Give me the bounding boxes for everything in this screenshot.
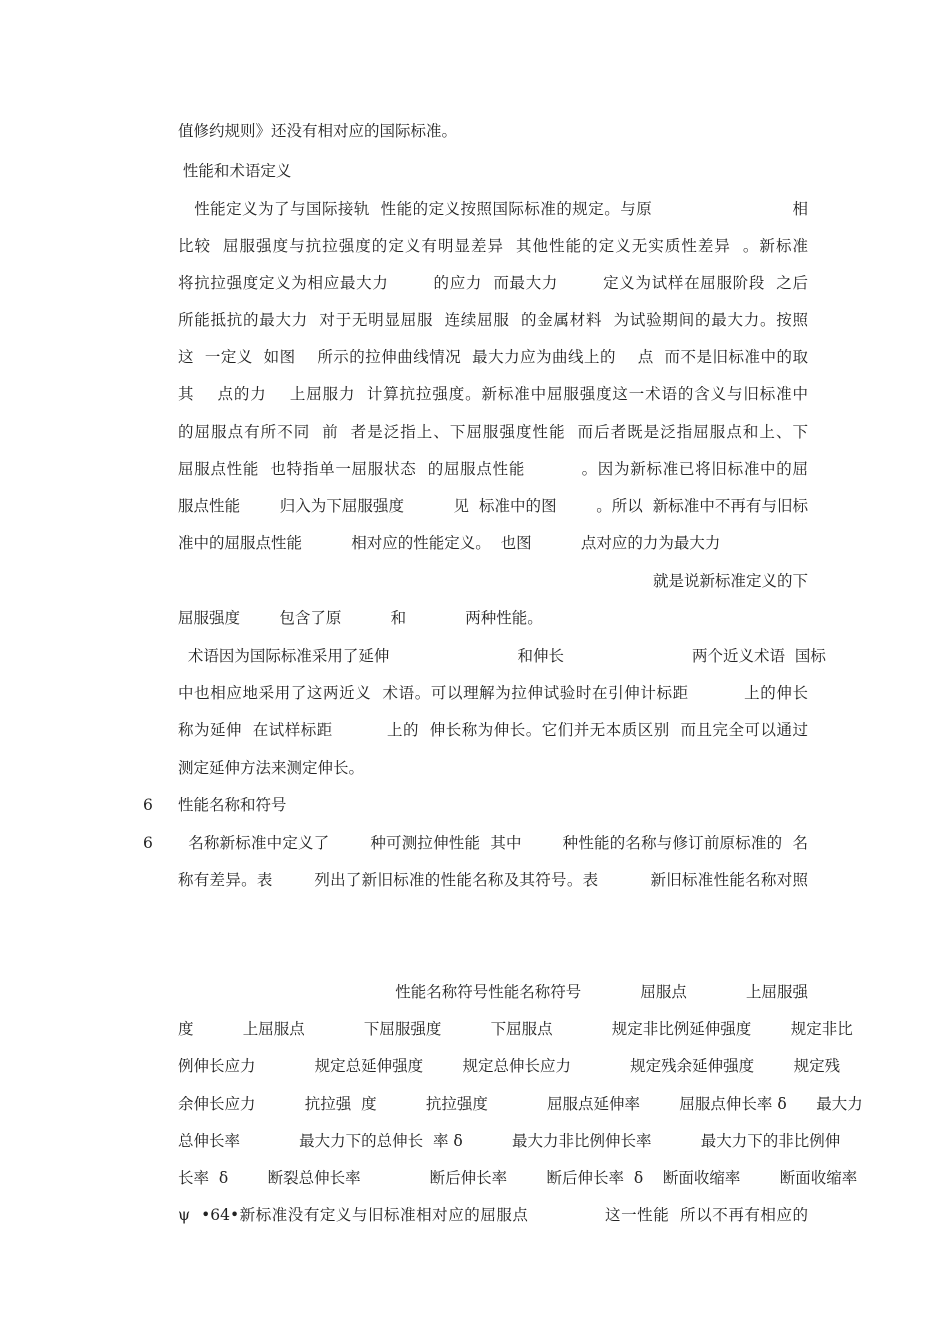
text-line: 称有差异。表 列出了新旧标准的性能名称及其符号。表 新旧标准性能名称对照: [178, 871, 808, 889]
text-line: 称为延伸 在试样标距 上的 伸长称为伸长。它们并无本质区别 而且完全可以通过: [178, 721, 808, 739]
text-line: 准中的屈服点性能 相对应的性能定义。 也图 点对应的力为最大力: [178, 534, 721, 552]
table-text-line: 余伸长应力 抗拉强 度 抗拉强度 屈服点延伸率 屈服点伸长率 δ 最大力: [178, 1095, 863, 1113]
text-line: 将抗拉强度定义为相应最大力 的应力 而最大力 定义为试样在屈服阶段 之后: [178, 274, 808, 292]
text-line: 中也相应地采用了这两近义 术语。可以理解为拉伸试验时在引伸计标距 上的伸长: [178, 684, 808, 702]
section-heading: 性能名称和符号: [178, 796, 287, 814]
table-text-line: 度 上屈服点 下屈服强度 下屈服点 规定非比例延伸强度 规定非比: [178, 1020, 853, 1038]
section-heading: 性能和术语定义: [178, 162, 292, 180]
text-line: 屈服点性能 也特指单一屈服状态 的屈服点性能 。因为新标准已将旧标准中的屈: [178, 460, 808, 478]
text-line: 服点性能 归入为下屈服强度 见 标准中的图 。所以 新标准中不再有与旧标: [178, 497, 808, 515]
section-number: 6: [143, 834, 153, 852]
text-line: 屈服强度 包含了原 和 两种性能。: [178, 609, 543, 627]
text-line: 性能定义为了与国际接轨 性能的定义按照国际标准的规定。与原 相: [178, 200, 808, 218]
table-text-line: 例伸长应力 规定总延伸强度 规定总伸长应力 规定残余延伸强度 规定残: [178, 1057, 841, 1075]
table-text-line: 总伸长率 最大力下的总伸长 率 δ 最大力非比例伸长率 最大力下的非比例伸: [178, 1132, 841, 1150]
text-line: 所能抵抗的最大力 对于无明显屈服 连续屈服 的金属材料 为试验期间的最大力。按照: [178, 311, 808, 329]
text-line: 术语因为国际标准采用了延伸 和伸长 两个近义术语 国标: [178, 647, 826, 665]
text-line: 比较 屈服强度与抗拉强度的定义有明显差异 其他性能的定义无实质性差异 。新标准: [178, 237, 808, 255]
text-line: 就是说新标准定义的下: [652, 572, 808, 590]
table-text-line: ψ •64•新标准没有定义与旧标准相对应的屈服点 这一性能 所以不再有相应的: [178, 1206, 808, 1224]
table-text-line: 长率 δ 断裂总伸长率 断后伸长率 断后伸长率 δ 断面收缩率 断面收缩率: [178, 1169, 858, 1187]
text-line: 测定延伸方法来测定伸长。: [178, 759, 365, 777]
table-text-line: 性能名称符号性能名称符号 屈服点 上屈服强: [395, 983, 808, 1001]
text-line: 名称新标准中定义了 种可测拉伸性能 其中 种性能的名称与修订前原标准的 名: [178, 834, 808, 852]
section-number: 6: [143, 796, 153, 814]
text-line: 的屈服点有所不同 前 者是泛指上、下屈服强度性能 而后者既是泛指屈服点和上、下: [178, 423, 808, 441]
text-line: 其 点的力 上屈服力 计算抗拉强度。新标准中屈服强度这一术语的含义与旧标准中: [178, 385, 808, 403]
text-line: 这 一定义 如图 所示的拉伸曲线情况 最大力应为曲线上的 点 而不是旧标准中的取: [178, 348, 808, 366]
text-line: 值修约规则》还没有相对应的国际标准。: [178, 122, 458, 140]
